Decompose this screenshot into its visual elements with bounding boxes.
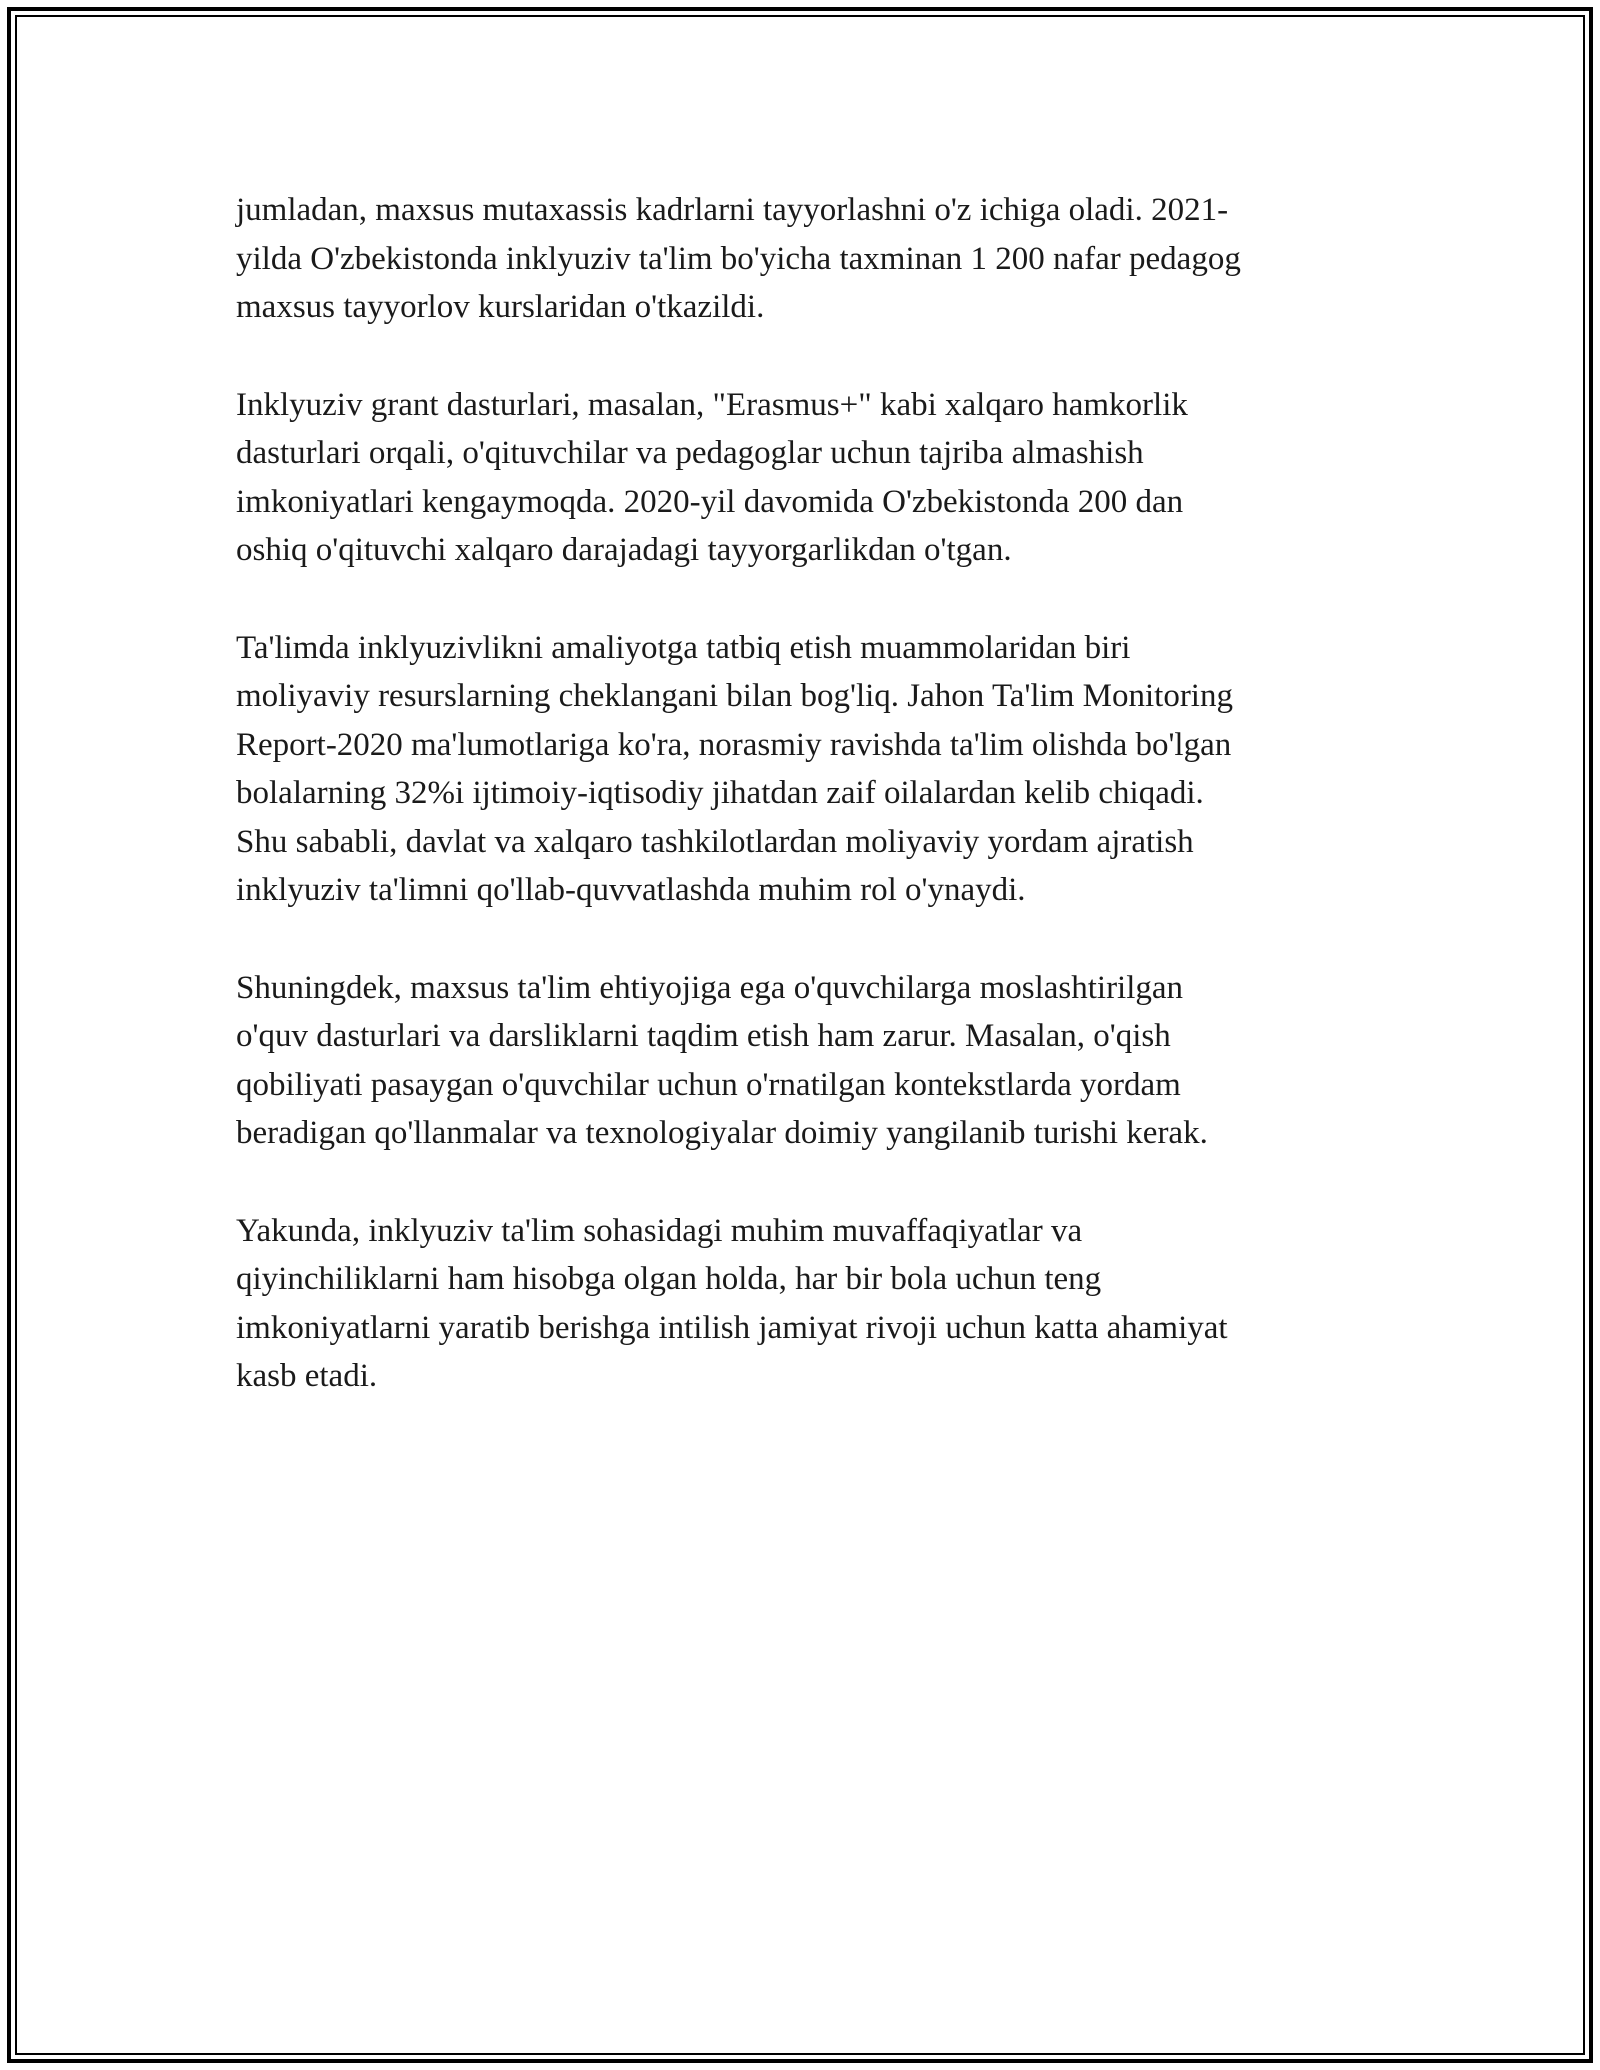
- paragraph-teacher-training: [236, 186, 1366, 332]
- document-body: [236, 186, 1366, 1450]
- text-line: imkoniyatlari kengaymoqda. 2020-yil davomida O'zbekistonda 200 dan: [236, 483, 1184, 520]
- text-line: Shuningdek, maxsus ta'lim ehtiyojiga ega o'quvchilarga moslashtirilgan: [236, 969, 1184, 1006]
- text-line: dasturlari orqali, o'qituvchilar va pedagoglar uchun tajriba almashish: [236, 435, 1144, 471]
- text-line: bolalarning 32%i ijtimoiy-iqtisodiy jihatdan zaif oilalardan kelib chiqadi.: [236, 775, 1204, 811]
- text-line: beradigan qo'llanmalar va texnologiyalar doimiy yangilanib turishi kerak.: [236, 1115, 1208, 1151]
- text-line: Ta'limda inklyuzivlikni amaliyotga tatbiq etish muammolaridan biri: [236, 629, 1131, 666]
- text-line: oshiq o'qituvchi xalqaro darajadagi tayyorgarlikdan o'tgan.: [236, 532, 1012, 568]
- text-line: qiyinchiliklarni ham hisobga olgan holda, har bir bola uchun teng: [236, 1261, 1102, 1297]
- text-line: qobiliyati pasaygan o'quvchilar uchun o'rnatilgan kontekstlarda yordam: [236, 1066, 1181, 1103]
- text-line: jumladan, maxsus mutaxassis kadrlarni tayyorlashni o'z ichiga oladi. 2021-: [236, 192, 1229, 228]
- text-line: maxsus tayyorlov kurslaridan o'tkazildi.: [236, 289, 765, 325]
- text-line: kasb etadi.: [236, 1358, 378, 1394]
- text-line: imkoniyatlarni yaratib berishga intilish jamiyat rivoji uchun katta ahamiyat: [236, 1309, 1228, 1346]
- text-line: Shu sababli, davlat va xalqaro tashkilotlardan moliyaviy yordam ajratish: [236, 823, 1194, 860]
- text-line: Yakunda, inklyuziv ta'lim sohasidagi muhim muvaffaqiyatlar va: [236, 1212, 1083, 1249]
- paragraph-financial-resources: [236, 624, 1366, 915]
- text-line: yilda O'zbekistonda inklyuziv ta'lim bo'yicha taxminan 1 200 nafar pedagog: [236, 240, 1241, 277]
- text-line: o'quv dasturlari va darsliklarni taqdim etish ham zarur. Masalan, o'qish: [236, 1018, 1171, 1054]
- paragraph-grant-programs: [236, 381, 1366, 575]
- paragraph-adapted-curricula: [236, 964, 1366, 1158]
- text-line: Report-2020 ma'lumotlariga ko'ra, norasmiy ravishda ta'lim olishda bo'lgan: [236, 726, 1232, 763]
- paragraph-conclusion: [236, 1207, 1366, 1401]
- text-line: Inklyuziv grant dasturlari, masalan, "Erasmus+" kabi xalqaro hamkorlik: [236, 386, 1188, 423]
- text-line: moliyaviy resurslarning cheklangani bilan bog'liq. Jahon Ta'lim Monitoring: [236, 678, 1233, 714]
- text-line: inklyuziv ta'limni qo'llab-quvvatlashda muhim rol o'ynaydi.: [236, 872, 1026, 908]
